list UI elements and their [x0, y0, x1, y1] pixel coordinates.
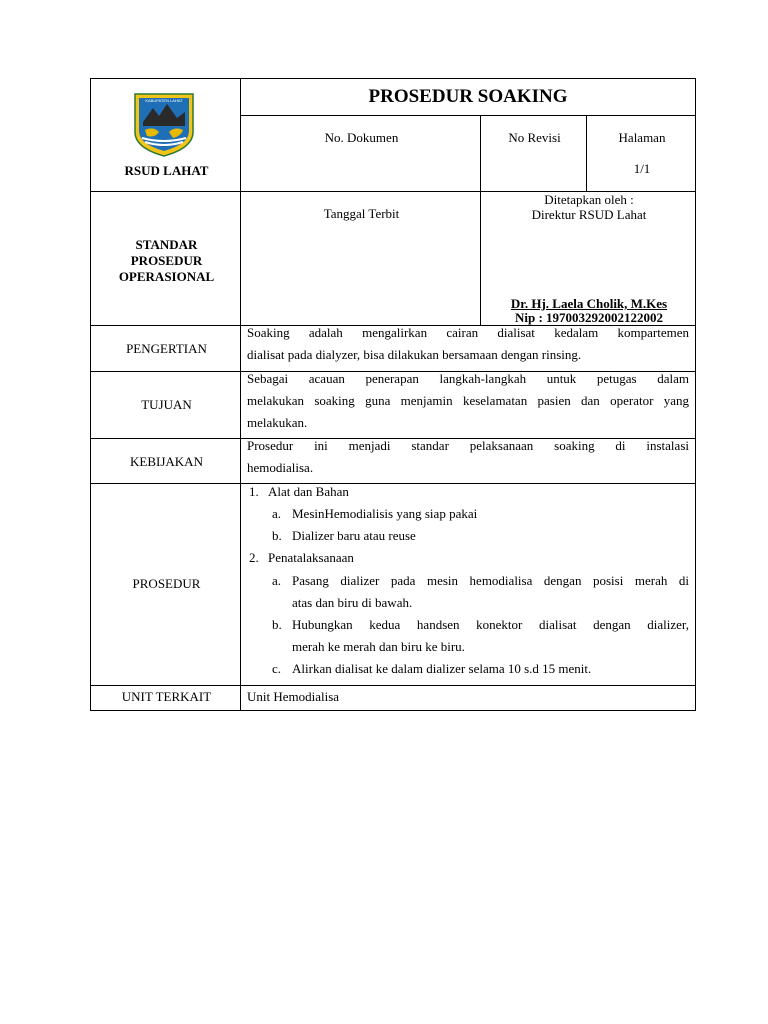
step-1a-marker: a.: [272, 506, 282, 521]
prosedur-label: PROSEDUR: [132, 576, 201, 591]
unit-label: UNIT TERKAIT: [121, 689, 212, 704]
issue-date-cell: [240, 191, 481, 326]
revision-label: No Revisi: [508, 130, 561, 145]
kebijakan-content-cell: [240, 438, 696, 484]
regency-logo-icon: [133, 92, 195, 158]
sop-label-cell: [90, 191, 241, 326]
page-label: Halaman: [618, 130, 666, 145]
pengertian-content-cell: [240, 325, 696, 372]
pengertian-label-cell: [90, 325, 241, 372]
sop-label-line1: STANDAR: [135, 237, 198, 252]
sop-label-line3: OPERASIONAL: [118, 269, 215, 284]
step-1a-text: MesinHemodialisis yang siap pakai: [292, 506, 478, 521]
prosedur-label-cell: [90, 483, 241, 686]
tujuan-content-cell: [240, 371, 696, 439]
step-2a-line1: Pasang dializer pada mesin hemodialisa dengan posisi merah di: [292, 573, 689, 588]
unit-label-cell: [90, 685, 241, 711]
step-2c-marker: c.: [272, 661, 282, 676]
kebijakan-line2: hemodialisa.: [247, 460, 314, 475]
step-2b-marker: b.: [272, 617, 282, 632]
pengertian-label: PENGERTIAN: [126, 341, 207, 356]
hospital-name: RSUD LAHAT: [124, 163, 209, 178]
pengertian-line2: dialisat pada dialyzer, bisa dilakukan bersamaan dengan rinsing.: [247, 347, 582, 362]
unit-value: Unit Hemodialisa: [247, 689, 340, 704]
kebijakan-line1: Prosedur ini menjadi standar pelaksanaan soaking di instalasi: [247, 438, 689, 453]
tujuan-line3: melakukan.: [247, 415, 308, 430]
tujuan-label-cell: [90, 371, 241, 439]
pengertian-line1: Soaking adalah mengalirkan cairan dialisat kedalam kompartemen: [247, 325, 689, 340]
prosedur-content-cell: [240, 483, 696, 686]
issue-date-label: Tanggal Terbit: [323, 206, 400, 221]
doc-number-cell: [240, 115, 481, 192]
step-2a-line2: atas dan biru di bawah.: [292, 595, 413, 610]
approver-title: Direktur RSUD Lahat: [531, 207, 647, 222]
step-2a-marker: a.: [272, 573, 282, 588]
approved-by-label: Ditetapkan oleh :: [544, 192, 634, 207]
doc-number-label: No. Dokumen: [324, 130, 399, 145]
tujuan-line1: Sebagai acauan penerapan langkah-langkah untuk petugas dalam: [247, 371, 689, 386]
page-cell: [586, 115, 696, 192]
svg-text:KABUPATEN LAHAT: KABUPATEN LAHAT: [145, 98, 183, 103]
kebijakan-label-cell: [90, 438, 241, 484]
step-2-title: Penatalaksanaan: [268, 550, 354, 565]
step-1b-text: Dializer baru atau reuse: [292, 528, 416, 543]
step-2-number: 2.: [249, 550, 259, 565]
page-value: 1/1: [633, 161, 651, 176]
step-1-title: Alat dan Bahan: [268, 484, 349, 499]
step-2c-text: Alirkan dialisat ke dalam dializer selama 10 s.d 15 menit.: [292, 661, 592, 676]
approver-name: Dr. Hj. Laela Cholik, M.Kes: [510, 296, 668, 311]
approval-cell: [480, 191, 696, 326]
revision-cell: [480, 115, 587, 192]
sop-label-line2: PROSEDUR: [130, 253, 203, 268]
step-2b-line2: merah ke merah dan biru ke biru.: [292, 639, 465, 654]
document-title: PROSEDUR SOAKING: [240, 78, 696, 116]
approver-nip: Nip : 197003292002122002: [514, 310, 664, 325]
tujuan-label: TUJUAN: [141, 397, 192, 412]
hospital-cell: [90, 78, 241, 192]
unit-content-cell: [240, 685, 696, 711]
step-1b-marker: b.: [272, 528, 282, 543]
tujuan-line2: melakukan soaking guna menjamin keselamatan pasien dan operator yang: [247, 393, 689, 408]
step-2b-line1: Hubungkan kedua handsen konektor dialisat dengan dializer,: [292, 617, 689, 632]
kebijakan-label: KEBIJAKAN: [130, 454, 203, 469]
step-1-number: 1.: [249, 484, 259, 499]
